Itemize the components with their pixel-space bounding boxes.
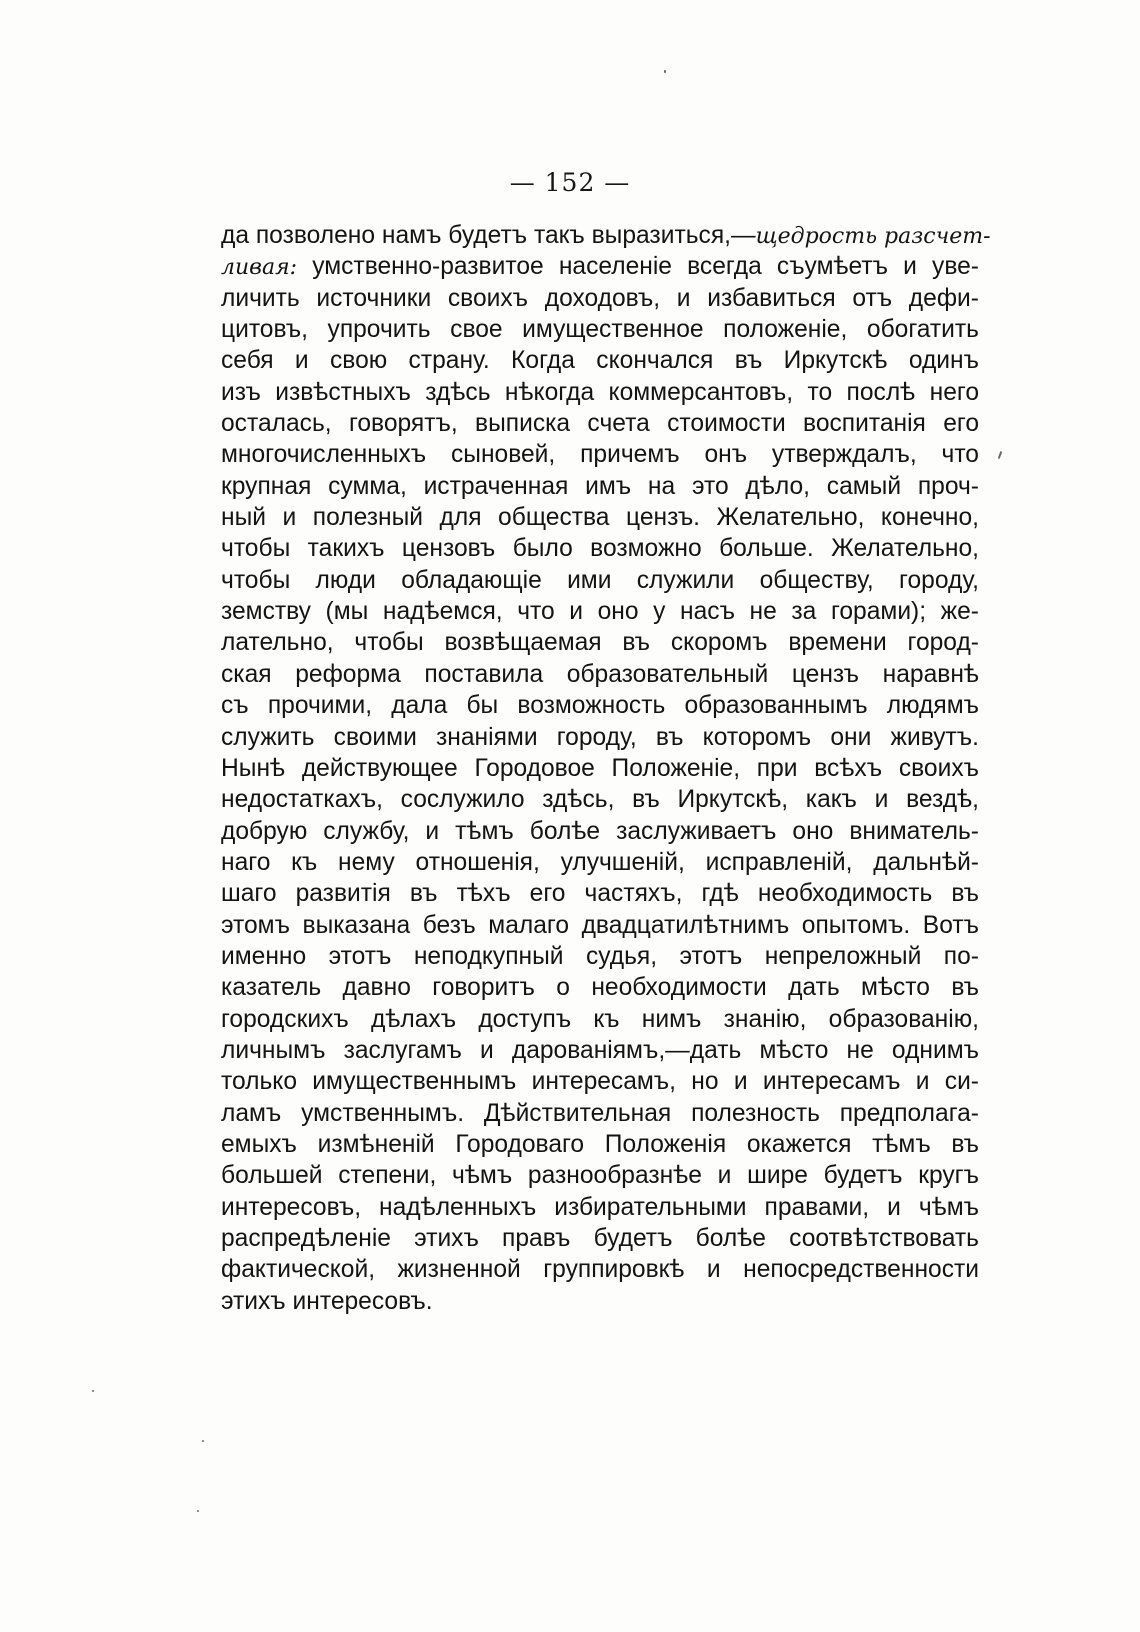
text-line: Нынѣ действующее Городовое Положеніе, при всѣхъ своихъ bbox=[221, 754, 979, 782]
text-line: добрую службу, и тѣмъ болѣе заслуживаетъ оно вниматель- bbox=[221, 817, 979, 845]
text-line: наго къ нему отношенія, улучшеній, исправленій, дальнѣй- bbox=[221, 848, 979, 876]
scan-speck bbox=[92, 1390, 94, 1392]
text-line: изъ извѣстныхъ здѣсь нѣкогда коммерсантовъ, то послѣ него bbox=[221, 378, 979, 406]
text-line: казатель давно говоритъ о необходимости дать мѣсто въ bbox=[221, 974, 979, 1002]
scan-speck bbox=[664, 70, 666, 73]
text-line: многочисленныхъ сыновей, причемъ онъ утверждалъ, что bbox=[221, 441, 979, 469]
text-line: большей степени, чѣмъ разнообразнѣе и шире будетъ кругъ bbox=[221, 1162, 979, 1190]
text-line: только имущественнымъ интересамъ, но и интересамъ и си- bbox=[221, 1068, 979, 1096]
text-line: этомъ выказана безъ малаго двадцатилѣтнимъ опытомъ. Вотъ bbox=[221, 911, 979, 939]
text-line: служить своими знаніями городу, въ которомъ они живутъ. bbox=[221, 723, 979, 751]
scan-speck bbox=[998, 451, 1003, 459]
text-line: недостаткахъ, сослужило здѣсь, въ Иркутскѣ, какъ и вездѣ, bbox=[221, 786, 979, 814]
text-line-last: этихъ интересовъ. bbox=[221, 1287, 433, 1315]
text-line: чтобы люди обладающіе ими служили обществу, городу, bbox=[221, 566, 979, 594]
text-line: именно этотъ неподкупный судья, этотъ непреложный по- bbox=[221, 942, 979, 970]
text-line: ливая: умственно-развитое населеніе всегда съумѣетъ и уве- bbox=[221, 253, 979, 281]
text-line: ская реформа поставила образовательный цензъ наравнѣ bbox=[221, 660, 979, 688]
scan-speck bbox=[202, 1440, 204, 1442]
text-line: личить источники своихъ доходовъ, и избавиться отъ дефи- bbox=[221, 284, 979, 312]
text-line: съ прочими, дала бы возможность образованнымъ людямъ bbox=[221, 692, 979, 720]
text-line: личнымъ заслугамъ и дарованіямъ,—дать мѣсто не однимъ bbox=[221, 1036, 979, 1064]
text-line: ный и полезный для общества цензъ. Желательно, конечно, bbox=[221, 504, 979, 532]
text-line: чтобы такихъ цензовъ было возможно больше. Желательно, bbox=[221, 535, 979, 563]
page-number: — 152 — bbox=[509, 168, 631, 197]
scan-speck bbox=[197, 1510, 199, 1512]
text-line: крупная сумма, истраченная имъ на это дѣло, самый проч- bbox=[221, 472, 979, 500]
text-line: емыхъ измѣненій Городоваго Положенія окажется тѣмъ въ bbox=[221, 1130, 979, 1158]
text-line: себя и свою страну. Когда скончался въ Иркутскѣ одинъ bbox=[221, 347, 979, 375]
text-line: осталась, говорятъ, выписка счета стоимости воспитанія его bbox=[221, 410, 979, 438]
text-line: распредѣленіе этихъ правъ будетъ болѣе соотвѣтствовать bbox=[221, 1225, 979, 1252]
text-line: шаго развитія въ тѣхъ его частяхъ, гдѣ необходимость въ bbox=[221, 880, 979, 908]
text-line: фактической, жизненной группировкѣ и непосредственности bbox=[221, 1256, 979, 1284]
text-line: цитовъ, упрочить свое имущественное положеніе, обогатить bbox=[221, 316, 979, 344]
text-line: лательно, чтобы возвѣщаемая въ скоромъ времени город- bbox=[221, 629, 979, 657]
text-line: городскихъ дѣлахъ доступъ къ нимъ знанію, образованію, bbox=[221, 1005, 979, 1033]
text-line: да позволено намъ будетъ такъ выразиться,—щедрость разсчет- bbox=[221, 222, 991, 249]
body-paragraph bbox=[221, 220, 991, 1317]
text-line: земству (мы надѣемся, что и оно у насъ не за горами); же- bbox=[221, 598, 979, 626]
text-line: интересовъ, надѣленныхъ избирательными правами, и чѣмъ bbox=[221, 1193, 979, 1221]
text-line: ламъ умственнымъ. Дѣйствительная полезность предполага- bbox=[221, 1099, 979, 1127]
